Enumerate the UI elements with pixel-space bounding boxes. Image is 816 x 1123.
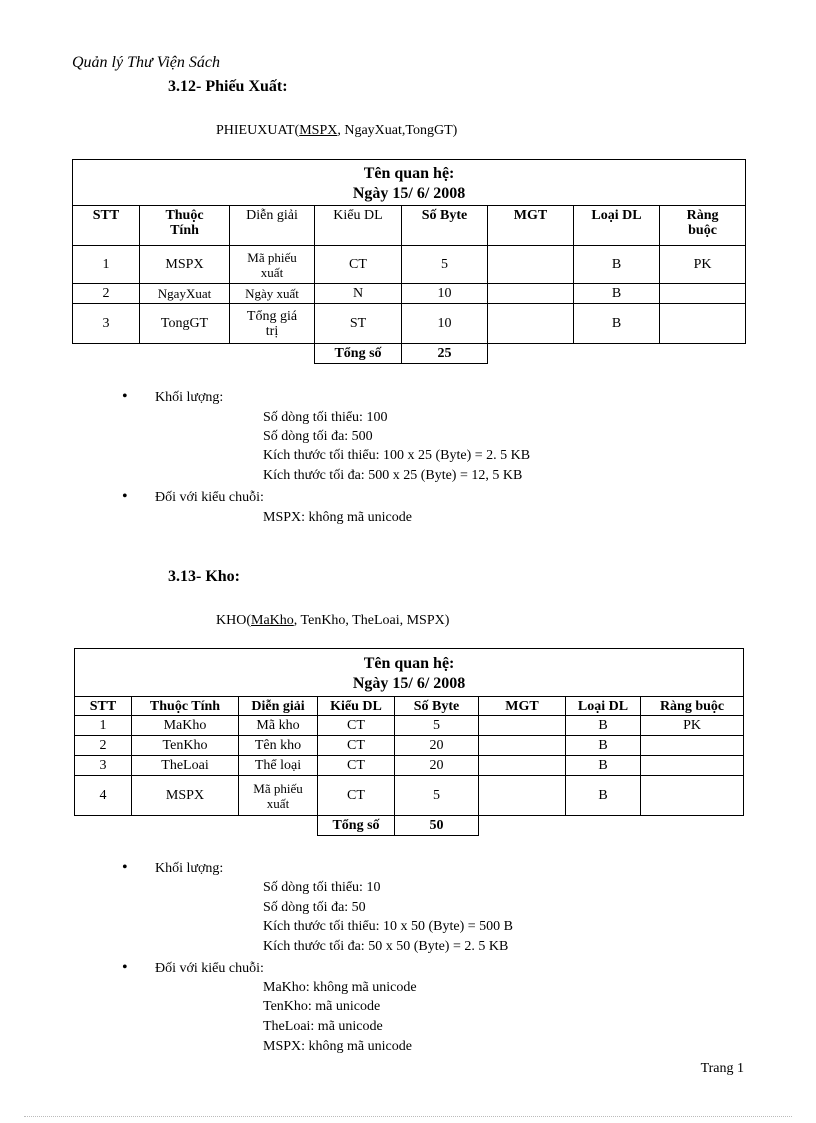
column-header: Kiểu DL [318, 697, 395, 716]
page-number: Trang 1 [700, 1061, 744, 1076]
string-line: MSPX: không mã unicode [263, 1039, 412, 1054]
column-header: Loại DL [566, 697, 641, 716]
table-cell [479, 776, 566, 816]
column-header: MGT [488, 206, 574, 246]
table-cell: B [566, 716, 641, 736]
table-cell: 5 [395, 716, 479, 736]
table-cell: 10 [402, 284, 488, 304]
table-cell: TongGT [140, 304, 230, 344]
relation-key: MaKho [251, 613, 294, 628]
table-cell: TenKho [132, 736, 239, 756]
table-title-line: Tên quan hệ: [363, 654, 455, 672]
table-cell: Mã phiếu xuất [239, 776, 318, 816]
column-header: STT [73, 206, 140, 246]
bullet-icon: • [122, 859, 128, 876]
volume-line: Kích thước tối thiểu: 10 x 50 (Byte) = 500 B [263, 919, 513, 934]
table-cell: 2 [73, 284, 140, 304]
column-header: Diễn giải [239, 697, 318, 716]
column-header: Ràng buộc [641, 697, 744, 716]
table-row [75, 776, 744, 816]
table-cell: B [574, 246, 660, 284]
table-row [75, 736, 744, 756]
table-row [73, 304, 746, 344]
table-cell [479, 756, 566, 776]
relation-schema [216, 613, 449, 629]
attribute-table [74, 648, 744, 836]
table-cell: 5 [402, 246, 488, 284]
table-cell [660, 284, 746, 304]
table-cell: TheLoai [132, 756, 239, 776]
string-line: MaKho: không mã unicode [263, 980, 417, 995]
table-title-line: Tên quan hệ: [363, 164, 455, 182]
bullet-icon: • [122, 388, 128, 405]
table-cell: 3 [73, 304, 140, 344]
total-value: 25 [402, 344, 488, 364]
table-cell: 10 [402, 304, 488, 344]
column-header: Ràng buộc [660, 206, 746, 246]
bullet-icon: • [122, 959, 128, 976]
string-line: TenKho: mã unicode [263, 999, 381, 1014]
table-row [75, 716, 744, 736]
relation-attributes: , NgayXuat,TongGT) [337, 123, 458, 138]
bullet-icon: • [122, 488, 128, 505]
relation-attributes: , TenKho, TheLoai, MSPX) [293, 613, 450, 628]
table-cell [641, 736, 744, 756]
table-cell: B [566, 736, 641, 756]
attribute-table [72, 159, 746, 364]
relation-key: MSPX [299, 123, 338, 138]
column-header: Kiểu DL [315, 206, 402, 246]
table-cell: CT [318, 716, 395, 736]
volume-line: Số dòng tối đa: 50 [263, 900, 366, 915]
table-cell: Ngày xuất [230, 284, 315, 304]
total-value: 50 [395, 816, 479, 836]
table-row [73, 246, 746, 284]
column-header: Diễn giải [230, 206, 315, 246]
volume-line: Kích thước tối thiểu: 100 x 25 (Byte) = 2. 5 KB [263, 448, 531, 463]
string-label: Đối với kiểu chuỗi: [155, 961, 264, 976]
section-title: 3.12- Phiếu Xuất: [168, 78, 288, 95]
table-row [75, 756, 744, 776]
table-cell [641, 756, 744, 776]
column-header: Thuộc Tính [140, 206, 230, 246]
volume-label: Khối lượng: [155, 861, 224, 876]
table-row [73, 284, 746, 304]
table-title [73, 160, 746, 206]
table-cell [479, 716, 566, 736]
table-cell: Mã kho [239, 716, 318, 736]
page-header: Quản lý Thư Viện Sách [72, 54, 220, 71]
table-cell: 5 [395, 776, 479, 816]
table-cell: ST [315, 304, 402, 344]
string-line: TheLoai: mã unicode [263, 1019, 383, 1034]
table-cell: 3 [75, 756, 132, 776]
table-cell: N [315, 284, 402, 304]
table-cell: CT [318, 776, 395, 816]
page-footer-divider [24, 1116, 792, 1117]
column-header: Số Byte [402, 206, 488, 246]
table-cell: 4 [75, 776, 132, 816]
table-cell [479, 736, 566, 756]
table-cell: 1 [75, 716, 132, 736]
table-cell: CT [315, 246, 402, 284]
table-cell [488, 246, 574, 284]
table-cell: 20 [395, 756, 479, 776]
table-cell: 2 [75, 736, 132, 756]
column-header: Thuộc Tính [132, 697, 239, 716]
table-cell: CT [318, 756, 395, 776]
table-cell: Tổng giá trị [230, 304, 315, 344]
string-label: Đối với kiểu chuỗi: [155, 490, 264, 505]
volume-line: Kích thước tối đa: 50 x 50 (Byte) = 2. 5 KB [263, 939, 509, 954]
volume-line: Số dòng tối thiểu: 100 [263, 410, 388, 425]
total-label: Tổng số [315, 344, 402, 364]
table-cell: PK [641, 716, 744, 736]
table-cell [488, 284, 574, 304]
relation-name: PHIEUXUAT( [216, 123, 300, 138]
table-cell: 1 [73, 246, 140, 284]
table-cell [488, 304, 574, 344]
volume-line: Số dòng tối đa: 500 [263, 429, 373, 444]
table-cell: MaKho [132, 716, 239, 736]
table-cell [641, 776, 744, 816]
relation-schema [216, 123, 457, 139]
table-cell: CT [318, 736, 395, 756]
table-cell: PK [660, 246, 746, 284]
table-cell: 20 [395, 736, 479, 756]
column-header: Loại DL [574, 206, 660, 246]
table-cell: B [574, 284, 660, 304]
table-cell: B [566, 756, 641, 776]
section-title: 3.13- Kho: [168, 568, 240, 585]
column-header: MGT [479, 697, 566, 716]
volume-line: Số dòng tối thiểu: 10 [263, 880, 381, 895]
table-cell: Thể loại [239, 756, 318, 776]
table-cell: MSPX [140, 246, 230, 284]
table-cell: B [574, 304, 660, 344]
table-date-line: Ngày 15/ 6/ 2008 [352, 674, 466, 692]
table-cell [660, 304, 746, 344]
total-label: Tổng số [318, 816, 395, 836]
table-cell: MSPX [132, 776, 239, 816]
string-line: MSPX: không mã unicode [263, 510, 412, 525]
column-header: STT [75, 697, 132, 716]
volume-line: Kích thước tối đa: 500 x 25 (Byte) = 12, 5 KB [263, 468, 523, 483]
relation-name: KHO( [216, 613, 251, 628]
table-cell: B [566, 776, 641, 816]
table-title [75, 649, 744, 697]
table-cell: Tên kho [239, 736, 318, 756]
column-header: Số Byte [395, 697, 479, 716]
volume-label: Khối lượng: [155, 390, 224, 405]
table-date-line: Ngày 15/ 6/ 2008 [352, 184, 466, 202]
table-cell: Mã phiếu xuất [230, 246, 315, 284]
table-cell: NgayXuat [140, 284, 230, 304]
